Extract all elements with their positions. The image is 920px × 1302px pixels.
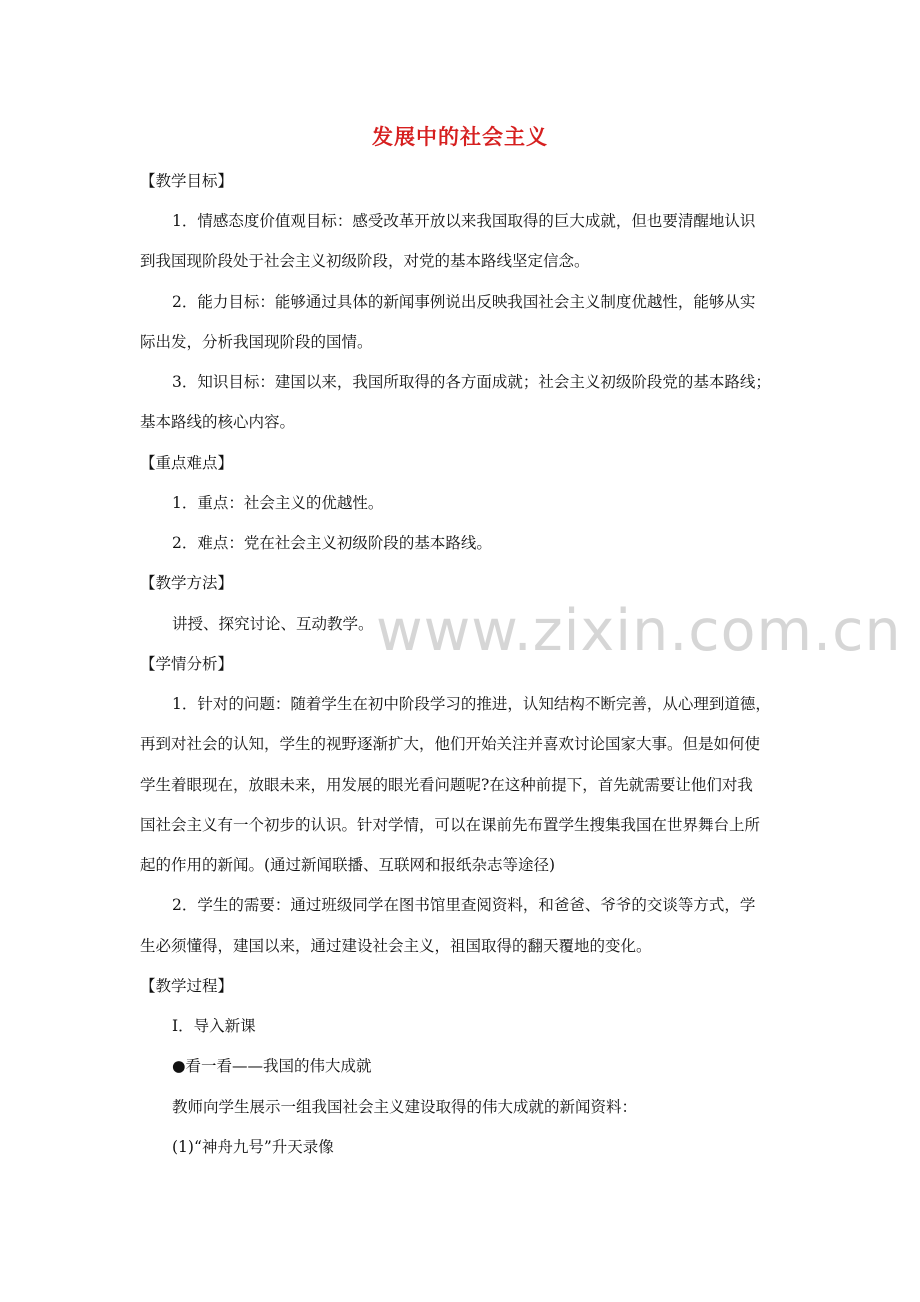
paragraph-line: Ⅰ．导入新课 bbox=[172, 1017, 256, 1035]
paragraph-line: 3．知识目标：建国以来，我国所取得的各方面成就；社会主义初级阶段党的基本路线； bbox=[172, 373, 771, 391]
paragraph-line: 际出发，分析我国现阶段的国情。 bbox=[140, 333, 373, 351]
paragraph-line: (1)“神舟九号”升天录像 bbox=[172, 1138, 334, 1156]
section-heading-analysis: 【学情分析】 bbox=[140, 655, 234, 673]
section-heading-process: 【教学过程】 bbox=[140, 977, 234, 995]
paragraph-line: 1．针对的问题：随着学生在初中阶段学习的推进，认知结构不断完善，从心理到道德， bbox=[172, 695, 771, 713]
paragraph-line: 到我国现阶段处于社会主义初级阶段，对党的基本路线坚定信念。 bbox=[140, 252, 590, 270]
paragraph-line: 起的作用的新闻。(通过新闻联播、互联网和报纸杂志等途径) bbox=[140, 856, 556, 874]
watermark: www.zixin.com.cn bbox=[376, 598, 902, 664]
paragraph-line: ●看一看——我国的伟大成就 bbox=[172, 1057, 372, 1075]
paragraph-line: 1．情感态度价值观目标：感受改革开放以来我国取得的巨大成就，但也要清醒地认识 bbox=[172, 212, 756, 230]
paragraph-line: 讲授、探究讨论、互动教学。 bbox=[172, 615, 374, 633]
paragraph-line: 教师向学生展示一组我国社会主义建设取得的伟大成就的新闻资料： bbox=[172, 1098, 638, 1116]
section-heading-key-points: 【重点难点】 bbox=[140, 454, 234, 472]
paragraph-line: 1．重点：社会主义的优越性。 bbox=[172, 494, 384, 512]
paragraph-line: 基本路线的核心内容。 bbox=[140, 413, 296, 431]
section-heading-methods: 【教学方法】 bbox=[140, 574, 234, 592]
paragraph-line: 学生着眼现在，放眼未来，用发展的眼光看问题呢?在这种前提下，首先就需要让他们对我 bbox=[140, 776, 753, 794]
paragraph-line: 再到对社会的认知，学生的视野逐渐扩大，他们开始关注并喜欢讨论国家大事。但是如何使 bbox=[140, 735, 761, 753]
paragraph-line: 国社会主义有一个初步的认识。针对学情，可以在课前先布置学生搜集我国在世界舞台上所 bbox=[140, 816, 761, 834]
section-heading-objectives: 【教学目标】 bbox=[140, 172, 234, 190]
paragraph-line: 2．能力目标：能够通过具体的新闻事例说出反映我国社会主义制度优越性，能够从实 bbox=[172, 293, 756, 311]
document-title: 发展中的社会主义 bbox=[372, 125, 548, 149]
paragraph-line: 生必须懂得，建国以来，通过建设社会主义，祖国取得的翻天覆地的变化。 bbox=[140, 937, 652, 955]
paragraph-line: 2．难点：党在社会主义初级阶段的基本路线。 bbox=[172, 534, 492, 552]
paragraph-line: 2．学生的需要：通过班级同学在图书馆里查阅资料，和爸爸、爷爷的交谈等方式，学 bbox=[172, 896, 756, 914]
